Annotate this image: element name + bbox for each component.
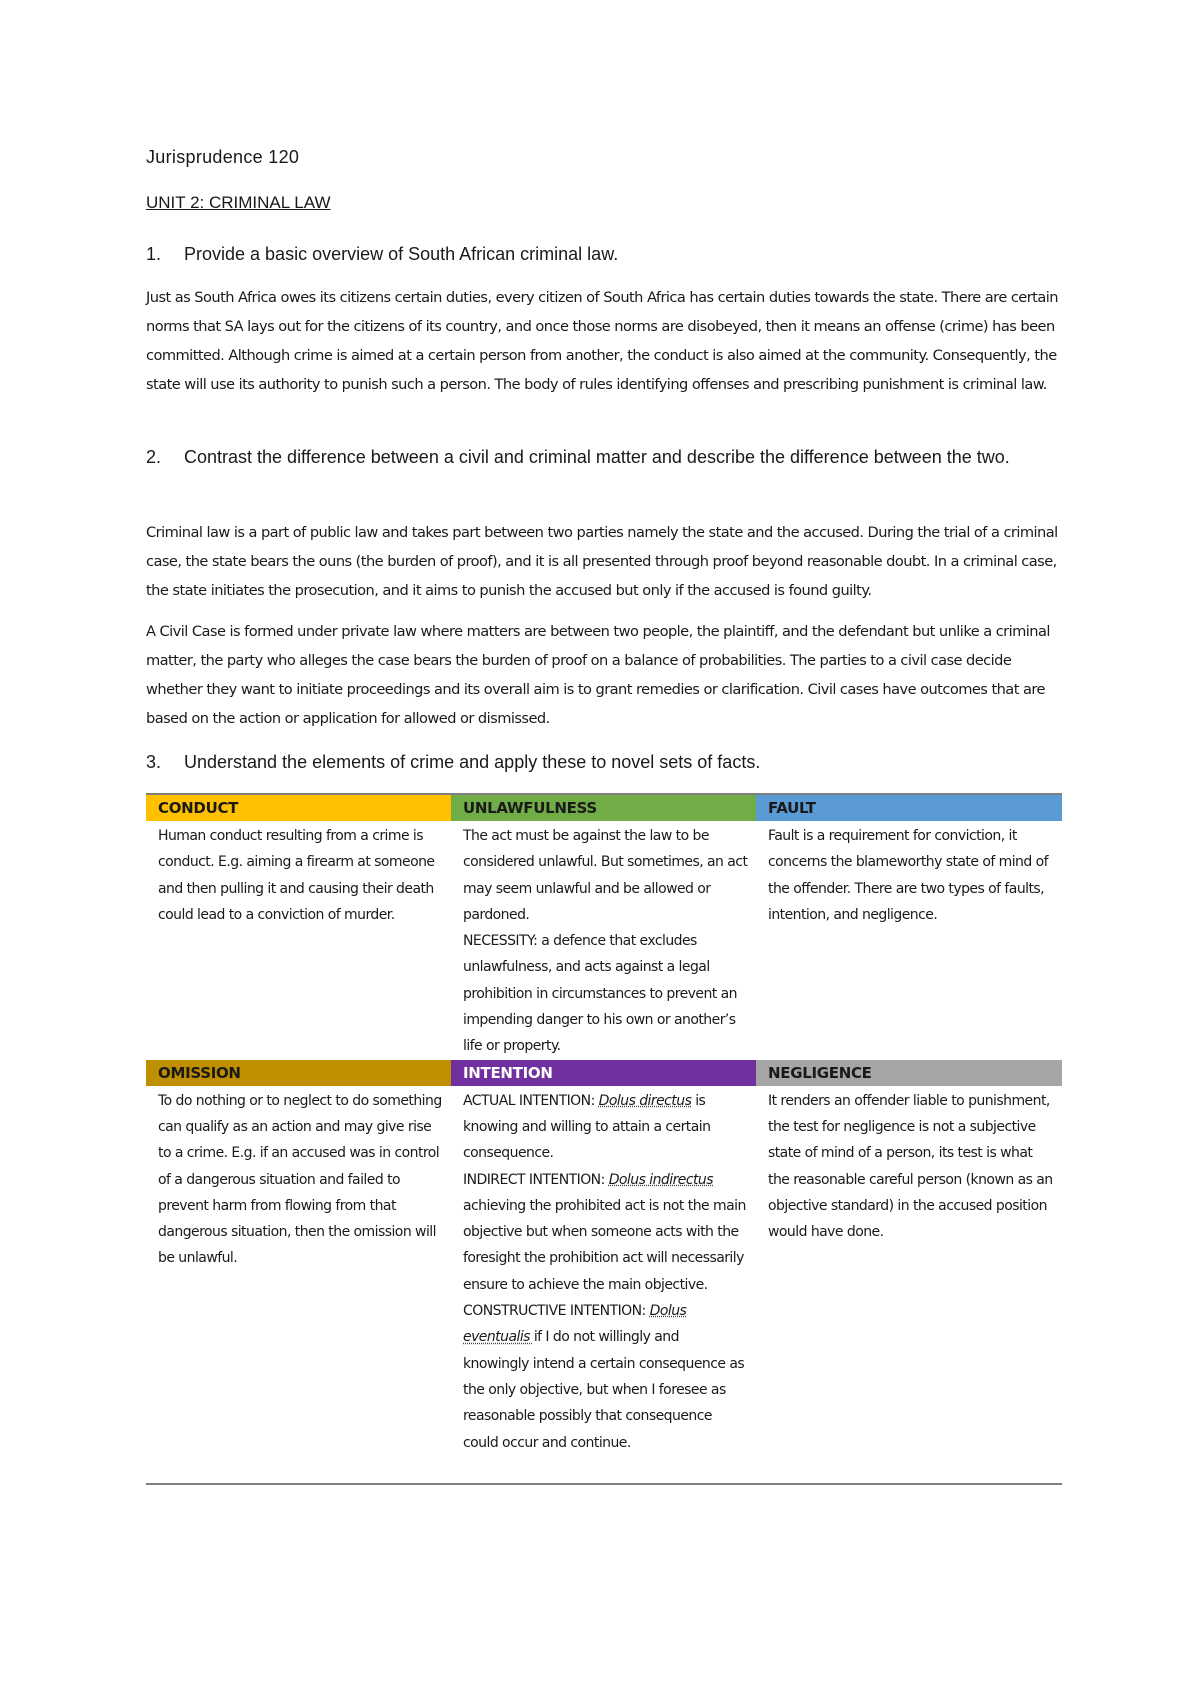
cell-conduct: Human conduct resulting from a crime is conduct. E.g. aiming a firearm at someone and then pulling it and causing their death could lead to a conviction of murder. [158,828,435,923]
question-text: Understand the elements of crime and apply these to novel sets of facts. [184,752,761,772]
dolus-indirectus-term: Dolus indirectus [608,1171,714,1188]
course-title: Jurisprudence 120 [146,147,300,167]
constructive-intention-text: if I do not willingly and knowingly intend a certain consequence as the only objective, but when I foresee as reasonable possibly that consequence could occur and continue. [463,1329,745,1451]
unit-heading: UNIT 2: CRIMINAL LAW [146,193,331,212]
cell-unlawfulness [451,821,756,1060]
constructive-intention [463,1298,748,1456]
question-number: 3. [146,752,162,772]
question-text: Contrast the difference between a civil and criminal matter and describe the difference between the two. [184,447,1010,467]
answer-2-criminal-paragraph: Criminal law is a part of public law and takes part between two parties namely the state and the accused. During the trial of a criminal case, the state bears the ouns (the burden of proof), and it is all presented through proof beyond reasonable doubt. In a criminal case, the state initiates the prosecution, and it aims to punish the accused but only if the accused is found guilty. [146,524,1058,599]
cell-fault: Fault is a requirement for conviction, it concerns the blameworthy state of mind of the offender. There are two types of faults, intention, and negligence. [768,828,1049,923]
question-2 [146,443,1044,472]
elements-of-crime-table [146,793,1062,1485]
actual-intention [463,1088,748,1167]
cell-omission: To do nothing or to neglect to do something can qualify as an action and may give rise to a crime. E.g. if an accused was in control of a dangerous situation and failed to prevent harm from flowing from that dangerous situation, then the omission will be unlawful. [146,1086,451,1484]
cell-negligence: It renders an offender liable to punishment, the test for negligence is not a subjective state of mind of a person, its test is what the reasonable careful person (known as an objective standard) in the accused position would have done. [756,1086,1062,1484]
cell-intention [451,1086,756,1484]
table-header-row [146,1060,1062,1086]
necessity-text: NECESSITY: a defence that excludes unlawfulness, and acts against a legal prohibition in circumstances to prevent an impending danger to his own or another’s life or property. [463,933,737,1055]
actual-intention-label: ACTUAL INTENTION: [463,1092,599,1109]
header-conduct: CONDUCT [146,794,451,821]
dolus-eventualis-term: Dolus eventualis [463,1303,687,1346]
question-3 [146,748,1044,777]
question-text: Provide a basic overview of South African criminal law. [184,244,619,264]
indirect-intention-label: INDIRECT INTENTION: [463,1171,609,1188]
question-1 [146,240,1044,269]
dolus-directus-term: Dolus directus [598,1092,692,1109]
actual-intention-text: is knowing and willing to attain a certain consequence. [463,1092,711,1162]
header-fault: FAULT [756,794,1062,821]
table-row [146,1086,1062,1484]
question-number: 2. [146,447,162,467]
answer-2-civil-paragraph: A Civil Case is formed under private law where matters are between two people, the plaintiff, and the defendant but unlike a criminal matter, the party who alleges the case bears the burden of proof on a balance of probabilities. The parties to a civil case decide whether they want to initiate proceedings and its overall aim is to grant remedies or clarification. Civil cases have outcomes that are based on the action or application for allowed or dismissed. [146,623,1050,727]
header-unlawfulness: UNLAWFULNESS [451,794,756,821]
indirect-intention-text: achieving the prohibited act is not the main objective but when someone acts with the foresight the prohibition act will necessarily ensure to achieve the main objective. [463,1197,746,1293]
unlawfulness-text: The act must be against the law to be considered unlawful. But sometimes, an act may seem unlawful and be allowed or pardoned. [463,828,748,923]
indirect-intention [463,1167,748,1298]
header-intention: INTENTION [451,1060,756,1086]
question-number: 1. [146,244,162,264]
header-omission: OMISSION [146,1060,451,1086]
constructive-intention-label: CONSTRUCTIVE INTENTION: [463,1303,650,1320]
header-negligence: NEGLIGENCE [756,1060,1062,1086]
answer-1-paragraph: Just as South Africa owes its citizens certain duties, every citizen of South Africa has certain duties towards the state. There are certain norms that SA lays out for the citizens of its country, and once those norms are disobeyed, then it means an offense (crime) has been committed. Although crime is aimed at a certain person from another, the conduct is also aimed at the community. Consequently, the state will use its authority to punish such a person. The body of rules identifying offenses and prescribing punishment is criminal law. [146,289,1058,393]
table-row [146,821,1062,1060]
table-header-row [146,794,1062,821]
